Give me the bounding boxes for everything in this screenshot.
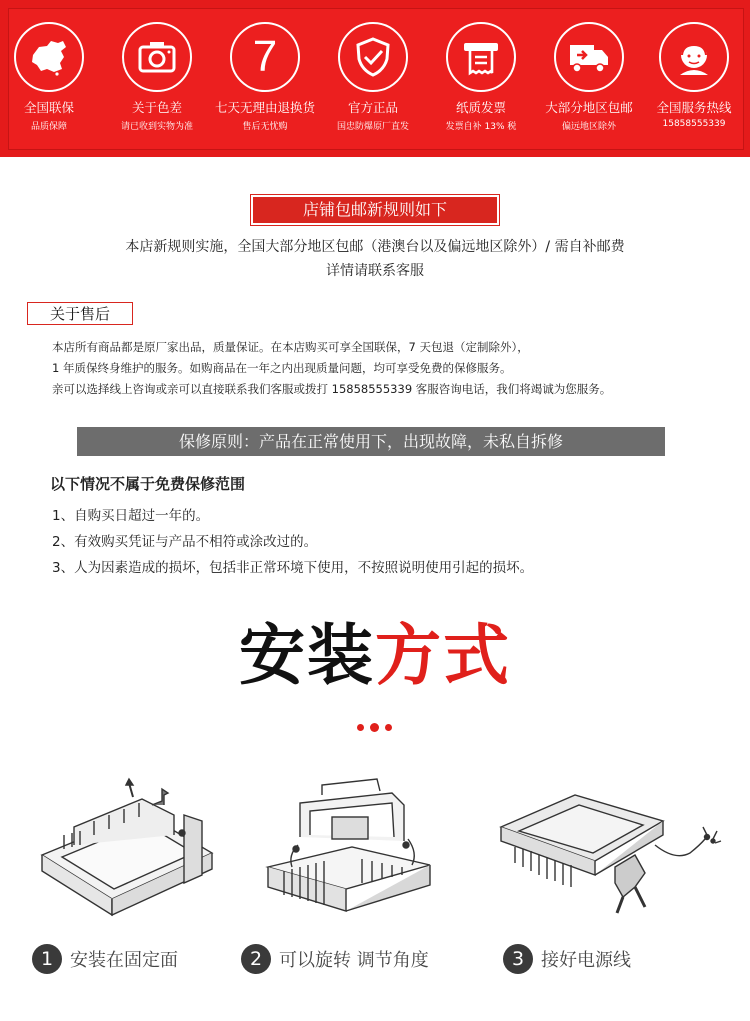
step-number-badge: 1 <box>32 944 62 974</box>
decorative-dots <box>357 724 397 734</box>
dot <box>370 723 379 732</box>
service-item-warranty <box>0 22 102 132</box>
seven-days-icon: 7 <box>230 22 300 92</box>
install-step-2 <box>241 944 429 974</box>
service-subtitle: 品质保障 <box>30 122 67 132</box>
shield-check-icon <box>338 22 408 92</box>
service-title: 全国联保 <box>23 100 74 115</box>
install-step-1 <box>32 944 178 974</box>
installation-heading-part2: 方式 <box>375 617 511 694</box>
after-sales-title: 关于售后 <box>27 302 133 325</box>
step-number-badge: 2 <box>241 944 271 974</box>
warranty-exclusion-item: 3、人为因素造成的损坏，包括非正常环境下使用，不按照说明使用引起的损坏。 <box>52 560 534 576</box>
installation-heading-part1: 安装 <box>239 617 375 694</box>
service-subtitle: 偏远地区除外 <box>561 122 616 132</box>
shipping-contact-line: 详情请联系客服 <box>326 263 424 279</box>
service-banner <box>0 0 750 157</box>
service-hotline-number: 15858555339 <box>662 119 726 129</box>
service-title: 大部分地区包邮 <box>545 100 633 115</box>
camera-icon <box>122 22 192 92</box>
service-title: 七天无理由退换货 <box>214 100 315 115</box>
shipping-rules-title: 店铺包邮新规则如下 <box>253 197 497 223</box>
service-item-color <box>104 22 210 132</box>
warranty-exclusions-title: 以下情况不属于免费保修范围 <box>50 475 246 493</box>
delivery-truck-icon <box>554 22 624 92</box>
installation-heading <box>0 616 750 696</box>
service-subtitle: 发票自补 13% 税 <box>445 122 517 132</box>
after-sales-line: 本店所有商品都是原厂家出品，质量保证。在本店购买可享全国联保，7 天包退（定制除外）， <box>52 340 529 354</box>
service-title: 纸质发票 <box>455 100 506 115</box>
service-item-shipping <box>536 22 642 132</box>
invoice-printer-icon <box>446 22 516 92</box>
dot <box>385 724 392 731</box>
service-title: 官方正品 <box>347 100 398 115</box>
service-item-return <box>212 22 318 132</box>
warranty-principle-banner: 保修原则：产品在正常使用下，出现故障，未私自拆修 <box>77 427 665 456</box>
after-sales-line: 1 年质保终身维护的服务。如购商品在一年之内出现质量问题，均可享受免费的保修服务。 <box>52 361 512 375</box>
service-subtitle: 国忠防爆原厂直发 <box>336 122 409 132</box>
china-map-icon <box>14 22 84 92</box>
service-title: 全国服务热线 <box>656 100 732 115</box>
step-label: 接好电源线 <box>541 950 631 971</box>
service-item-hotline <box>641 22 747 129</box>
warranty-exclusion-item: 2、有效购买凭证与产品不相符或涂改过的。 <box>52 534 318 550</box>
customer-service-icon <box>659 22 729 92</box>
install-step-2-illustration <box>262 775 437 925</box>
service-title: 关于色差 <box>131 100 182 115</box>
warranty-exclusion-item: 1、自购买日超过一年的。 <box>52 508 210 524</box>
install-step-3 <box>503 944 631 974</box>
service-subtitle: 请已收到实物为准 <box>120 122 193 132</box>
shipping-rules-line: 本店新规则实施，全国大部分地区包邮（港澳台以及偏远地区除外）/ 需自补邮费 <box>125 239 625 255</box>
install-step-3-illustration <box>495 775 735 925</box>
service-subtitle: 售后无忧购 <box>242 122 288 132</box>
dot <box>357 724 364 731</box>
step-label: 可以旋转 调节角度 <box>279 950 429 971</box>
after-sales-line: 亲可以选择线上咨询或亲可以直接联系我们客服或拨打 15858555339 客服咨询电话，我们将竭诚为您服务。 <box>52 382 612 396</box>
step-number-badge: 3 <box>503 944 533 974</box>
install-step-1-illustration <box>34 775 224 930</box>
step-label: 安装在固定面 <box>70 950 178 971</box>
service-item-genuine <box>320 22 426 132</box>
service-item-invoice <box>428 22 534 132</box>
